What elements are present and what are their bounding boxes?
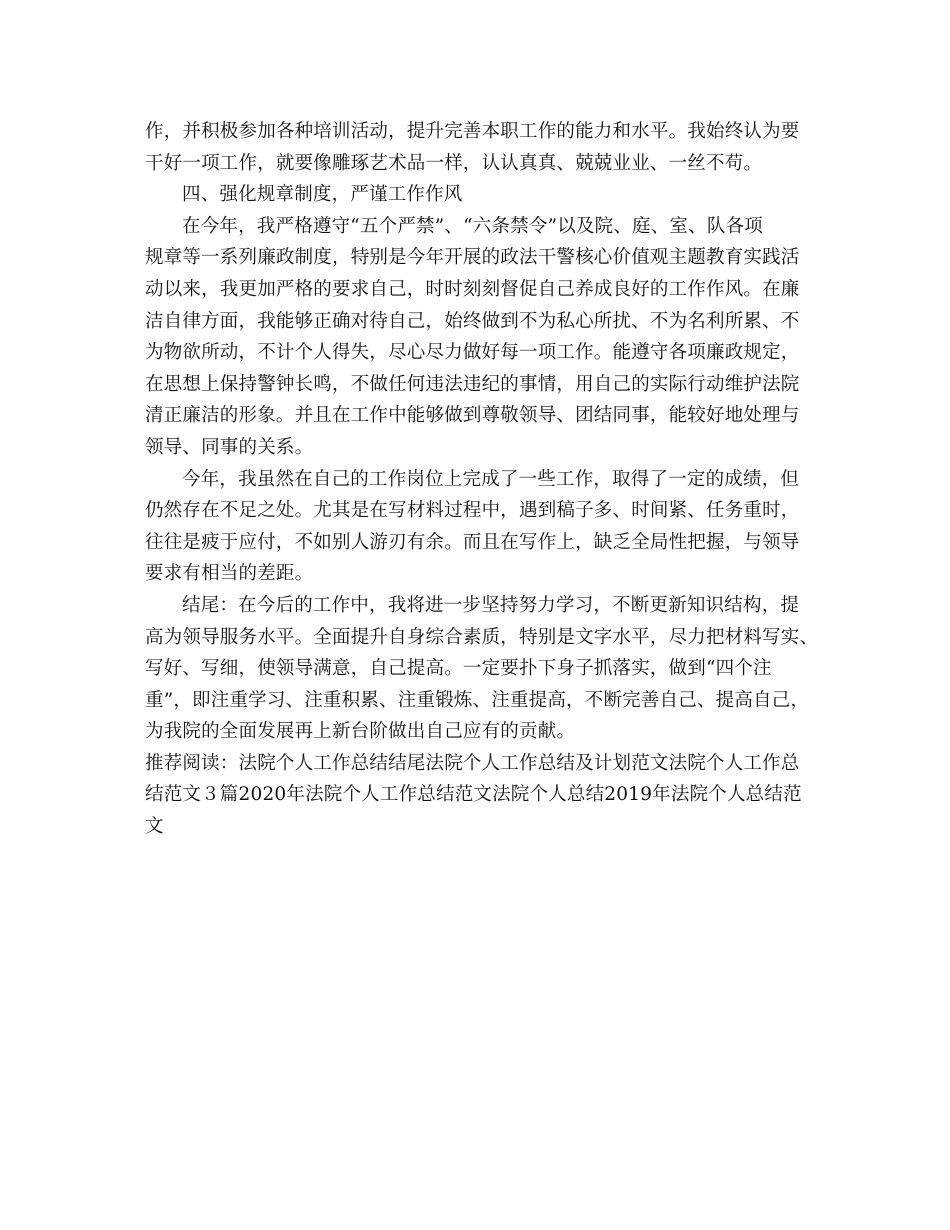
text-line: 为我院的全面发展再上新台阶做出自己应有的贡献。 xyxy=(145,721,576,743)
section-heading xyxy=(145,179,810,211)
text-line: 在今年，我严格遵守“五个严禁”、“六条禁令”以及院、庭、室、队各项 xyxy=(182,215,763,237)
paragraph-shortcomings xyxy=(145,464,810,590)
text-line: 仍然存在不足之处。尤其是在写材料过程中，遇到稿子多、时间紧、任务重时， xyxy=(145,500,800,522)
heading-line: 四、强化规章制度，严谨工作作风 xyxy=(182,184,463,206)
text-line: 今年，我虽然在自己的工作岗位上完成了一些工作，取得了一定的成绩，但 xyxy=(182,468,800,490)
text-line: 动以来，我更加严格的要求自己，时时刻刻督促自己养成良好的工作作风。在廉 xyxy=(145,278,800,300)
document-body xyxy=(145,116,819,843)
text-line: 为物欲所动，不计个人得失，尽心尽力做好每一项工作。能遵守各项廉政规定， xyxy=(145,342,800,364)
text-line: 干好一项工作，就要像雕琢艺术品一样，认认真真、兢兢业业、一丝不苟。 xyxy=(145,152,763,174)
recommended-reading-line: 结范文３篇2020年法院个人工作总结范文法院个人总结2019年法院个人总结范 xyxy=(145,784,802,806)
text-line: 结尾：在今后的工作中，我将进一步坚持努力学习，不断更新知识结构，提 xyxy=(182,594,800,616)
paragraph-continuation xyxy=(145,116,810,179)
recommended-reading-line: 推荐阅读：法院个人工作总结结尾法院个人工作总结及计划范文法院个人工作总 xyxy=(145,752,800,774)
text-line: 作，并积极参加各种培训活动，提升完善本职工作的能力和水平。我始终认为要 xyxy=(145,121,800,142)
text-line: 规章等一系列廉政制度，特别是今年开展的政法干警核心价值观主题教育实践活 xyxy=(145,247,800,269)
text-line: 高为领导服务水平。全面提升自身综合素质，特别是文字水平，尽力把材料写实、 xyxy=(145,626,819,648)
paragraph-integrity xyxy=(145,211,810,464)
text-line: 往往是疲于应付，不如别人游刃有余。而且在写作上，缺乏全局性把握，与领导 xyxy=(145,531,800,553)
text-line: 领导、同事的关系。 xyxy=(145,436,314,458)
text-line: 洁自律方面，我能够正确对待自己，始终做到不为私心所扰、不为名利所累、不 xyxy=(145,310,800,332)
recommended-reading-line: 文 xyxy=(145,816,164,838)
paragraph-conclusion xyxy=(145,590,819,748)
text-line: 清正廉洁的形象。并且在工作中能够做到尊敬领导、团结同事，能较好地处理与 xyxy=(145,405,800,427)
text-line: 要求有相当的差距。 xyxy=(145,563,314,585)
text-line: 写好、写细，使领导满意，自己提高。一定要扑下身子抓落实，做到“四个注 xyxy=(145,658,772,680)
recommended-reading xyxy=(145,748,810,843)
text-line: 在思想上保持警钟长鸣，不做任何违法违纪的事情，用自己的实际行动维护法院 xyxy=(145,373,800,395)
text-line: 重”，即注重学习、注重积累、注重锻炼、注重提高，不断完善自己、提高自己， xyxy=(145,689,810,711)
